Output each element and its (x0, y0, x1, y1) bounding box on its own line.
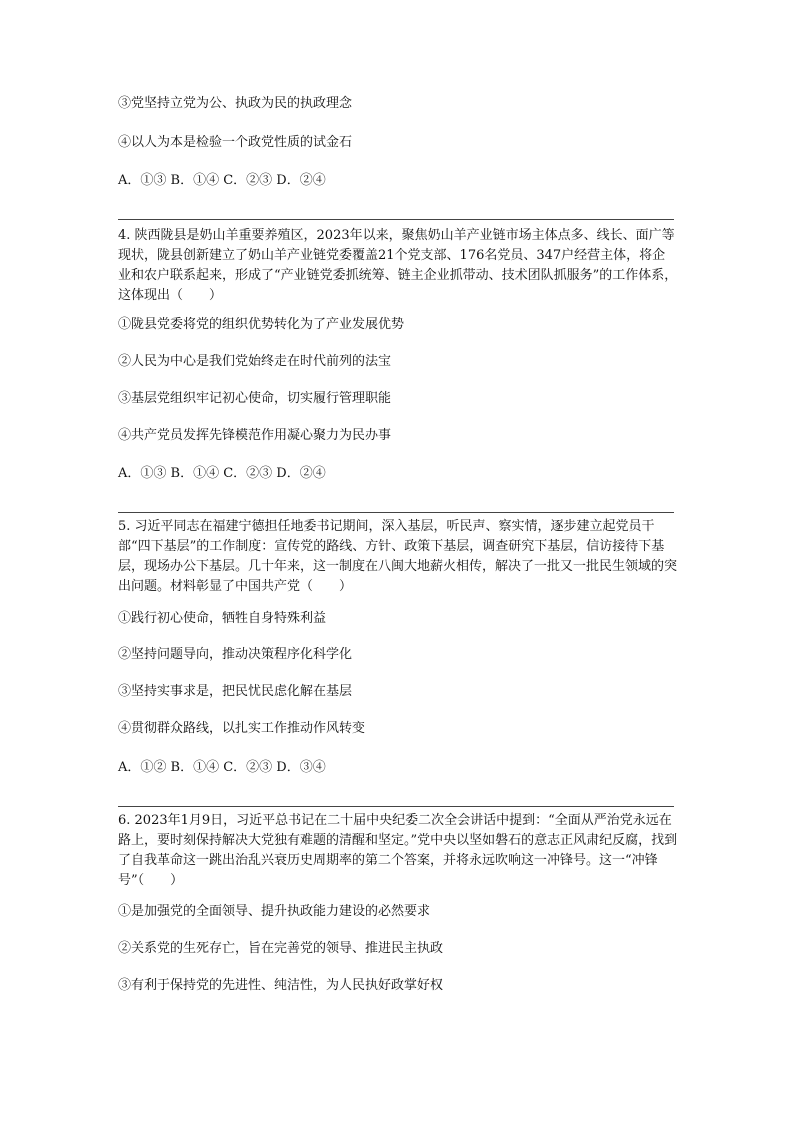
q3-option-3: ③党坚持立党为公、执政为民的执政理念 (118, 96, 353, 111)
q5-stem: 5. 习近平同志在福建宁德担任地委书记期间，深入基层，听民声、察实情，逐步建立起党员干部“四下基层”的工作制度：宣传党的路线、方针、政策下基层，调查研究下基层，信访接待下基层，现场办公下基层。几十年来，这一制度在八闽大地薪火相传，解决了一批又一批民生领域的突出问题。材料彰显了中国共产党（ ） (118, 519, 678, 594)
q5-divider (118, 512, 674, 513)
q6-option-2: ②关系党的生死存亡，旨在完善党的领导、推进民主执政 (118, 941, 444, 956)
q4-option-3: ③基层党组织牢记初心使命，切实履行管理职能 (118, 391, 392, 406)
q3-answer-choices: A．①③ B．①④ C．②③ D．②④ (118, 173, 326, 188)
q5-option-1: ①践行初心使命，牺牲自身特殊利益 (118, 611, 327, 626)
q6-divider (118, 806, 674, 807)
q4-divider (118, 219, 674, 220)
q4-answer-choices: A．①③ B．①④ C．②③ D．②④ (118, 466, 326, 481)
q5-option-4: ④贯彻群众路线，以扎实工作推动作风转变 (118, 721, 366, 736)
q6-stem: 6. 2023年1月9日，习近平总书记在二十届中央纪委二次全会讲话中提到：“全面从严治党永远在路上，要时刻保持解决大党独有难题的清醒和坚定。”党中央以坚如磐石的意志正风肃纪反腐，找到了自我革命这一跳出治乱兴衰历史周期率的第二个答案，并将永远吹响这一冲锋号。这一“冲锋号”（ ） (118, 813, 678, 888)
q4-option-1: ①陇县党委将党的组织优势转化为了产业发展优势 (118, 317, 405, 332)
q4-stem: 4. 陕西陇县是奶山羊重要养殖区，2023年以来，聚焦奶山羊产业链市场主体点多、线长、面广等现状，陇县创新建立了奶山羊产业链党委覆盖21个党支部、176名党员、347户经营主体，将企业和农户联系起来，形成了“产业链党委抓统筹、链主企业抓带动、技术团队抓服务”的工作体系，这体现出（ ） (118, 228, 678, 303)
q3-option-4: ④以人为本是检验一个政党性质的试金石 (118, 135, 353, 150)
q5-option-3: ③坚持实事求是，把民忧民虑化解在基层 (118, 684, 353, 699)
q6-option-3: ③有利于保持党的先进性、纯洁性，为人民执好政掌好权 (118, 978, 444, 993)
q5-option-2: ②坚持问题导向，推动决策程序化科学化 (118, 647, 353, 662)
q6-option-1: ①是加强党的全面领导、提升执政能力建设的必然要求 (118, 904, 431, 919)
q4-option-4: ④共产党员发挥先锋模范作用凝心聚力为民办事 (118, 428, 392, 443)
q5-answer-choices: A．①② B．①④ C．②③ D．③④ (118, 760, 326, 775)
q4-option-2: ②人民为中心是我们党始终走在时代前列的法宝 (118, 354, 392, 369)
